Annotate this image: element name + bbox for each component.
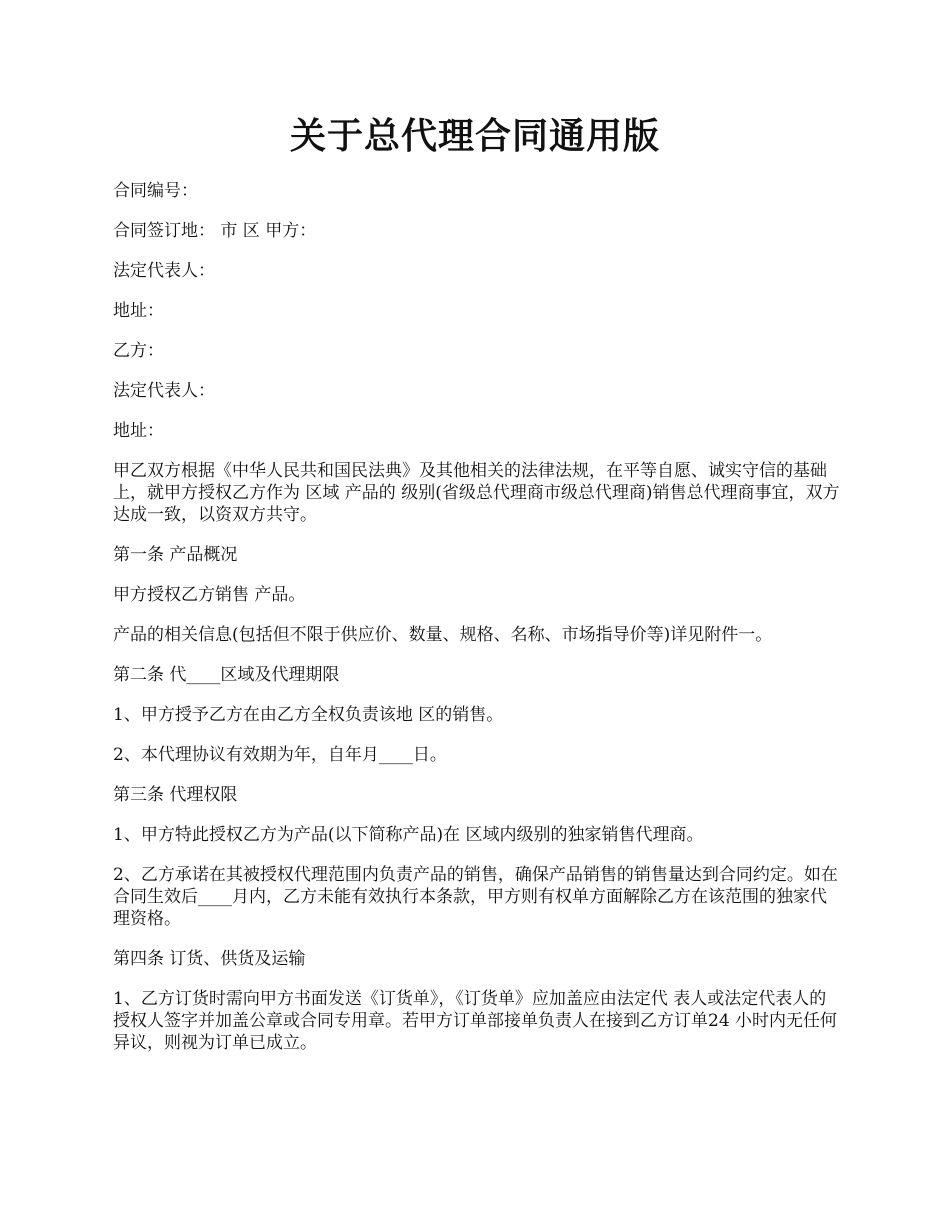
article-2-clause: 2、本代理协议有效期为年，自年月____日。 <box>113 745 447 765</box>
article-3-heading: 第三条 代理权限 <box>113 785 238 805</box>
party-a-representative-line: 法定代表人： <box>113 261 215 281</box>
article-1-heading: 第一条 产品概况 <box>113 545 238 565</box>
party-b-address-line: 地址： <box>113 421 164 441</box>
article-2-clause: 1、甲方授予乙方在由乙方全权负责该地 区的销售。 <box>113 705 504 725</box>
article-3-clause: 2、乙方承诺在其被授权代理范围内负责产品的销售，确保产品销售的销售量达到合同约定。如在合同生效后____月内，乙方未能有效执行本条款，甲方则有权单方面解除乙方在该范围的独家代理资格。 <box>113 865 838 929</box>
article-1-paragraph: 产品的相关信息(包括但不限于供应价、数量、规格、名称、市场指导价等)详见附件一。 <box>113 625 773 645</box>
party-b-representative-line: 法定代表人： <box>113 381 215 401</box>
article-2-heading: 第二条 代____区域及代理期限 <box>113 665 340 685</box>
article-4-heading: 第四条 订货、供货及运输 <box>113 949 306 969</box>
document-title: 关于总代理合同通用版 <box>289 115 660 157</box>
article-4-clause: 1、乙方订货时需向甲方书面发送《订货单》，《订货单》应加盖应由法定代 表人或法定代表人的授权人签字并加盖公章或合同专用章。若甲方订单部接单负责人在接到乙方订单24 小时内无任何异议，则视为订单已成立。 <box>113 989 838 1053</box>
contract-number-line: 合同编号： <box>113 181 198 201</box>
party-a-address-line: 地址： <box>113 301 164 321</box>
party-b-line: 乙方： <box>113 341 164 361</box>
article-3-clause: 1、甲方特此授权乙方为产品(以下简称产品)在 区域内级别的独家销售代理商。 <box>113 825 704 845</box>
preamble-paragraph: 甲乙双方根据《中华人民共和国民法典》及其他相关的法律法规，在平等自愿、诚实守信的基础上，就甲方授权乙方作为 区域 产品的 级别(省级总代理商市级总代理商)销售总代理商事宜，双方达成一致，以资双方共守。 <box>113 461 840 525</box>
article-1-paragraph: 甲方授权乙方销售 产品。 <box>113 585 306 605</box>
document-body <box>113 180 843 1072</box>
signing-place-line: 合同签订地： 市 区 甲方： <box>113 221 317 241</box>
